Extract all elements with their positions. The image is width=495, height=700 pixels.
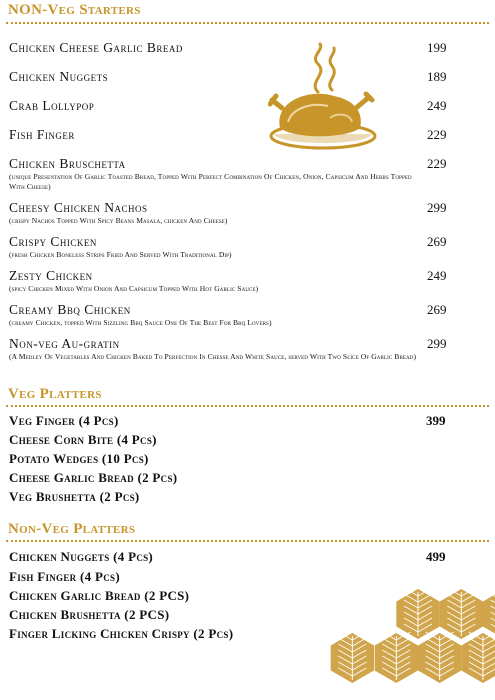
item-price: 249: [427, 98, 447, 113]
hexagon-leaf-pattern: [300, 588, 495, 700]
platter-item: Chicken Brushetta (2 PCS): [9, 607, 170, 622]
section-title-nonveg-starters: NON-Veg Starters: [8, 2, 141, 18]
item-price: 299: [427, 200, 447, 215]
platter-item: Chicken Nuggets (4 Pcs): [9, 549, 154, 564]
platter-item: Chicken Garlic Bread (2 PCS): [9, 588, 190, 603]
item-price: 269: [427, 234, 447, 249]
item-name: Chicken Nuggets: [9, 69, 109, 84]
item-description: (creamy Chicken, topped With Sizzling Bbq Sauce One Of The Best For Bbq Lovers): [9, 318, 272, 327]
hexagon-leaf-icon: [418, 632, 461, 683]
item-price: 299: [427, 336, 447, 351]
item-name: Cheesy Chicken Nachos: [9, 200, 148, 215]
item-name: Chicken Bruschetta: [9, 156, 126, 171]
platter-price: 499: [426, 549, 446, 564]
section-title-veg-platters: Veg Platters: [8, 386, 102, 402]
item-price: 229: [427, 127, 447, 142]
hexagon-leaf-icon: [375, 632, 418, 683]
item-description: (unique Presentation Of Garlic Toasted Bread, Topped With Perfect Combination Of Chicken, Onion, Capsicum And Herbs Topped With Cheese): [9, 172, 412, 191]
item-name: Zesty Chicken: [9, 268, 93, 283]
platter-item: Veg Finger (4 Pcs): [9, 413, 119, 428]
item-price: 189: [427, 69, 447, 84]
item-price: 229: [427, 156, 447, 171]
item-description: (fresh Chicken Boneless Strips Fried And Served With Traditional Dip): [9, 250, 232, 259]
platter-item: Potato Wedges (10 Pcs): [9, 451, 149, 466]
item-name: Crispy Chicken: [9, 234, 97, 249]
section-title-nonveg-platters: Non-Veg Platters: [8, 521, 136, 537]
item-price: 269: [427, 302, 447, 317]
item-name: Chicken Cheese Garlic Bread: [9, 40, 183, 55]
item-name: Fish Finger: [9, 127, 75, 142]
item-name: Crab Lollypop: [9, 98, 95, 113]
platter-item: Veg Brushetta (2 Pcs): [9, 489, 140, 504]
item-description: (A Medley Of Vegetables And Chicken Baked To Perfection In Chesse And White Sauce, served With Two Slice Of Garlic Bread): [9, 352, 417, 361]
section-divider: [6, 405, 489, 407]
item-price: 249: [427, 268, 447, 283]
platter-item: Cheese Corn Bite (4 Pcs): [9, 432, 157, 447]
platter-item: Fish Finger (4 Pcs): [9, 569, 120, 584]
item-name: Creamy Bbq Chicken: [9, 302, 131, 317]
hexagon-leaf-icon: [331, 632, 374, 683]
hexagon-leaf-icon: [396, 588, 439, 639]
platter-price: 399: [426, 413, 446, 428]
hexagon-leaf-icon: [461, 632, 495, 683]
item-description: (spicy Chicken Mixed With Onion And Capsicum Topped With Hot Garlic Sauce): [9, 284, 259, 293]
hexagon-leaf-icon: [483, 588, 495, 639]
item-price: 199: [427, 40, 447, 55]
platter-item: Cheese Garlic Bread (2 Pcs): [9, 470, 178, 485]
platter-item: Finger Licking Chicken Crispy (2 Pcs): [9, 626, 234, 641]
section-divider: [6, 540, 489, 542]
section-divider: [6, 22, 489, 24]
item-name: Non-veg Au-gratin: [9, 336, 120, 351]
hexagon-leaf-icon: [440, 588, 483, 639]
roast-chicken-icon: [268, 42, 378, 154]
item-description: (crispy Nachos Topped With Spicy Beans Masala, chicken And Cheese): [9, 216, 228, 225]
